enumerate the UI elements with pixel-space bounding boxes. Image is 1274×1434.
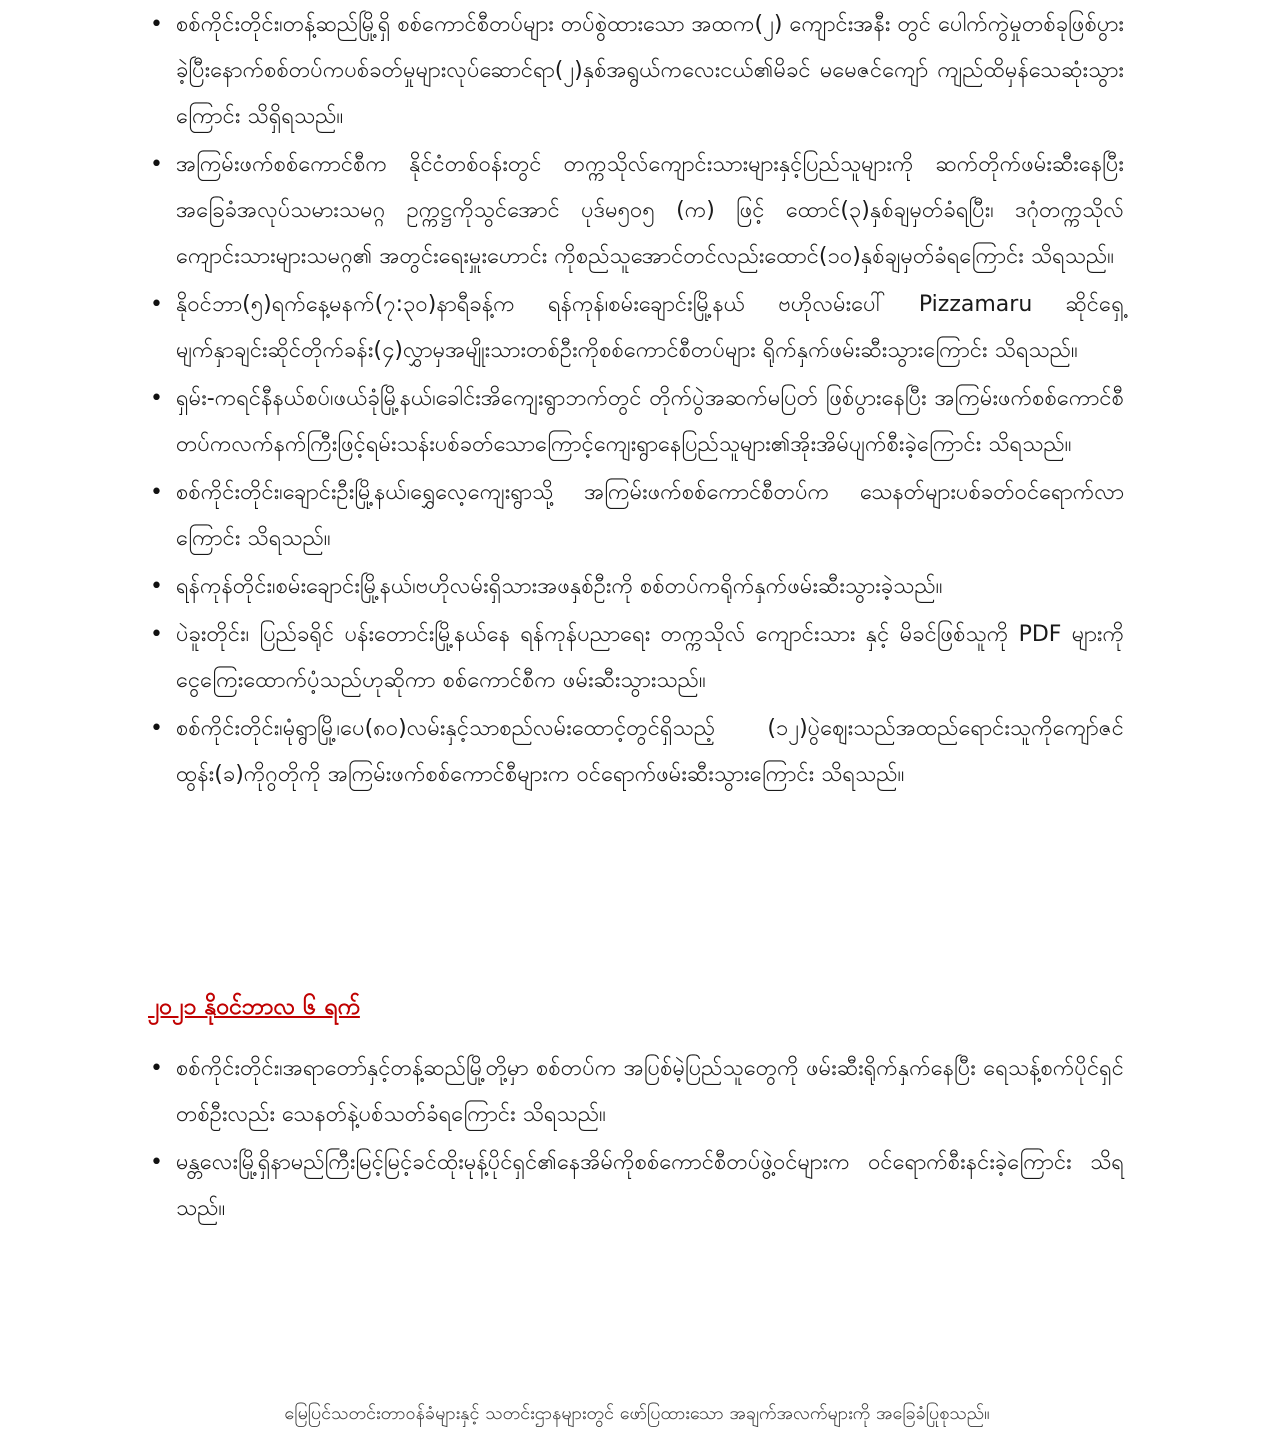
list-item: • ရှမ်း-ကရင်နီနယ်စပ်၊ဖယ်ခုံမြို့နယ်၊ခေါင်းအိကျေးရွာဘက်တွင် တိုက်ပွဲအဆက်မပြတ် ဖြစ်ပွားနေပြီး အကြမ်းဖက်စစ်ကောင်စီတပ်ကလက်နက်ကြီးဖြင့်ရမ်းသန်းပစ်ခတ်သောကြောင့်ကျေးရွာနေပြည်သူများ၏အိုးအိမ်ပျက်စီးခဲ့ကြောင်း သိရသည်။ xyxy=(148,376,1124,468)
list-item: • စစ်ကိုင်းတိုင်း၊အရာတော်နှင့်တန့်ဆည်မြို့တို့မှာ စစ်တပ်က အပြစ်မဲ့ပြည်သူတွေကို ဖမ်းဆီးရိုက်နှက်နေပြီး ရေသန့်စက်ပိုင်ရှင်တစ်ဦးလည်း သေနတ်နဲ့ပစ်သတ်ခံရကြောင်း သိရသည်။ xyxy=(148,1046,1124,1138)
list-item: • စစ်ကိုင်းတိုင်း၊ချောင်းဦးမြို့နယ်၊ရွှေလေ့ကျေးရွာသို့ အကြမ်းဖက်စစ်ကောင်စီတပ်က သေနတ်များပစ်ခတ်ဝင်ရောက်လာကြောင်း သိရသည်။ xyxy=(148,470,1124,562)
list-item: • စစ်ကိုင်းတိုင်း၊တန့်ဆည်မြို့ရှိ စစ်ကောင်စီတပ်များ တပ်စွဲထားသော အထက(၂) ကျောင်းအနီး တွင် ပေါက်ကွဲမှုတစ်ခုဖြစ်ပွားခဲ့ပြီးနောက်စစ်တပ်ကပစ်ခတ်မှုများလုပ်ဆောင်ရာ(၂)နှစ်အရွယ်ကလေးငယ်၏မိခင် မမေဇင်ကျော် ကျည်ထိမှန်သေဆုံးသွားကြောင်း သိရှိရသည်။ xyxy=(148,2,1124,140)
list-item: • စစ်ကိုင်းတိုင်း၊မုံရွာမြို့၊ပေ(၈၀)လမ်းနှင့်သာစည်လမ်းထောင့်တွင်ရှိသည့် (၁၂)ပွဲဈေးသည်အထည်ရောင်းသူကိုကျော်ဇင်ထွန်း(ခ)ကိုဂွတိုကို အကြမ်းဖက်စစ်ကောင်စီများက ဝင်ရောက်ဖမ်းဆီးသွားကြောင်း သိရသည်။ xyxy=(148,706,1124,798)
list-item: • နိုဝင်ဘာ(၅)ရက်နေ့မနက်(၇:၃၀)နာရီခန့်က ရန်ကုန်၊စမ်းချောင်းမြို့နယ် ဗဟိုလမ်းပေါ် Pizzamaru ဆိုင်ရှေ့မျက်နှာချင်းဆိုင်တိုက်ခန်း(၄)လွှာမှအမျိုးသားတစ်ဦးကိုစစ်ကောင်စီတပ်များ ရိုက်နှက်ဖမ်းဆီးသွားကြောင်း သိရသည်။ xyxy=(148,282,1124,374)
list-item: • အကြမ်းဖက်စစ်ကောင်စီက နိုင်ငံတစ်ဝန်းတွင် တက္ကသိုလ်ကျောင်းသားများနှင့်ပြည်သူများကို ဆက်တိုက်ဖမ်းဆီးနေပြီး အခြေခံအလုပ်သမားသမဂ္ဂ ဥက္ကဋ္ဌကိုသွင်အောင် ပုဒ်မ၅၀၅ (က) ဖြင့် ထောင်(၃)နှစ်ချမှတ်ခံရပြီး၊ ဒဂုံတက္ကသိုလ်ကျောင်းသားများသမဂ္ဂ၏ အတွင်းရေးမှူးဟောင်း ကိုစည်သူအောင်တင်လည်းထောင်(၁၀)နှစ်ချမှတ်ခံရကြောင်း သိရသည်။ xyxy=(148,142,1124,280)
list-item: • ပဲခူးတိုင်း၊ ပြည်ခရိုင် ပန်းတောင်းမြို့နယ်နေ ရန်ကုန်ပညာရေး တက္ကသိုလ် ကျောင်းသား နှင့် မိခင်ဖြစ်သူကို PDF များကို ငွေကြေးထောက်ပံ့သည်ဟုဆိုကာ စစ်ကောင်စီက ဖမ်းဆီးသွားသည်။ xyxy=(148,612,1124,704)
news-list-nov-5 xyxy=(148,2,1124,800)
news-list-nov-6 xyxy=(148,1046,1124,1234)
footer-note: မြေပြင်သတင်းတာဝန်ခံများနှင့် သတင်းဌာနများတွင် ဖော်ပြထားသော အချက်အလက်များကို အခြေခံပြုစုသည်။ xyxy=(284,1403,990,1424)
date-heading: ၂၀၂၁ နိုဝင်ဘာလ ၆ ရက် xyxy=(148,994,360,1020)
list-item: • မန္တလေးမြို့ရှိနာမည်ကြီးမြင့်မြင့်ခင်ထိုးမုန့်ပိုင်ရှင်၏နေအိမ်ကိုစစ်ကောင်စီတပ်ဖွဲ့ဝင်များက ဝင်ရောက်စီးနင်းခဲ့ကြောင်း သိရသည်။ xyxy=(148,1140,1124,1232)
list-item: • ရန်ကုန်တိုင်း၊စမ်းချောင်းမြို့နယ်၊ဗဟိုလမ်းရှိသားအဖနှစ်ဦးကို စစ်တပ်ကရိုက်နှက်ဖမ်းဆီးသွားခဲ့သည်။ xyxy=(148,564,1124,610)
